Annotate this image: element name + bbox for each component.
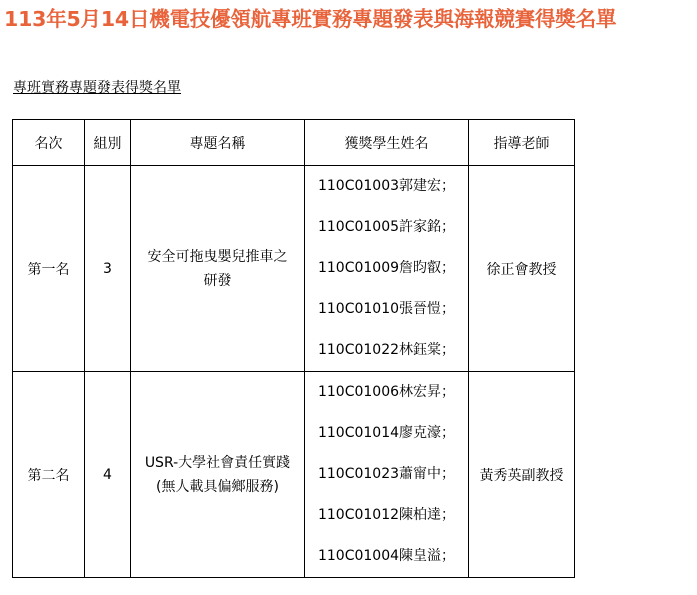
project-title-cell [131, 372, 305, 578]
group-cell: 3 [85, 166, 131, 372]
project-title-line: USR-大學社會責任實踐 [144, 454, 291, 471]
student-entry: 110C01012陳柏達； [317, 507, 456, 523]
section-heading: 專班實務專題發表得獎名單 [13, 80, 181, 96]
table-row [13, 166, 575, 372]
student-entry: 110C01005許家銘； [317, 219, 456, 235]
student-entry: 110C01004陳皇溢； [317, 548, 456, 564]
student-entry: 110C01006林宏昇； [317, 384, 456, 400]
student-entry: 110C01022林鈺棠； [317, 342, 456, 358]
awards-table [12, 119, 575, 578]
group-cell: 4 [85, 372, 131, 578]
students-cell [305, 372, 469, 578]
header-project-title: 專題名稱 [131, 120, 305, 166]
header-group: 組別 [85, 120, 131, 166]
project-title-line: 研發 [203, 272, 232, 289]
student-entry: 110C01014廖克濠； [317, 425, 456, 441]
project-title-line: (無人載具偏鄉服務) [156, 478, 279, 495]
student-entry: 110C01010張晉愷； [317, 301, 456, 317]
header-advisor: 指導老師 [469, 120, 575, 166]
rank-cell: 第二名 [13, 372, 85, 578]
rank-cell: 第一名 [13, 166, 85, 372]
header-rank: 名次 [13, 120, 85, 166]
table-header-row [13, 120, 575, 166]
page-title: 113年5月14日機電技優領航專班實務專題發表與海報競賽得獎名單 [4, 7, 617, 31]
table-row [13, 372, 575, 578]
student-entry: 110C01003郭建宏； [317, 178, 456, 194]
advisor-cell: 徐正會教授 [469, 166, 575, 372]
project-title-line: 安全可拖曳嬰兒推車之 [147, 248, 288, 265]
student-entry: 110C01009詹昀叡； [317, 260, 456, 276]
project-title-cell [131, 166, 305, 372]
header-students: 獲獎學生姓名 [305, 120, 469, 166]
advisor-cell: 黃秀英副教授 [469, 372, 575, 578]
student-entry: 110C01023蕭甯中； [317, 466, 456, 482]
students-cell [305, 166, 469, 372]
